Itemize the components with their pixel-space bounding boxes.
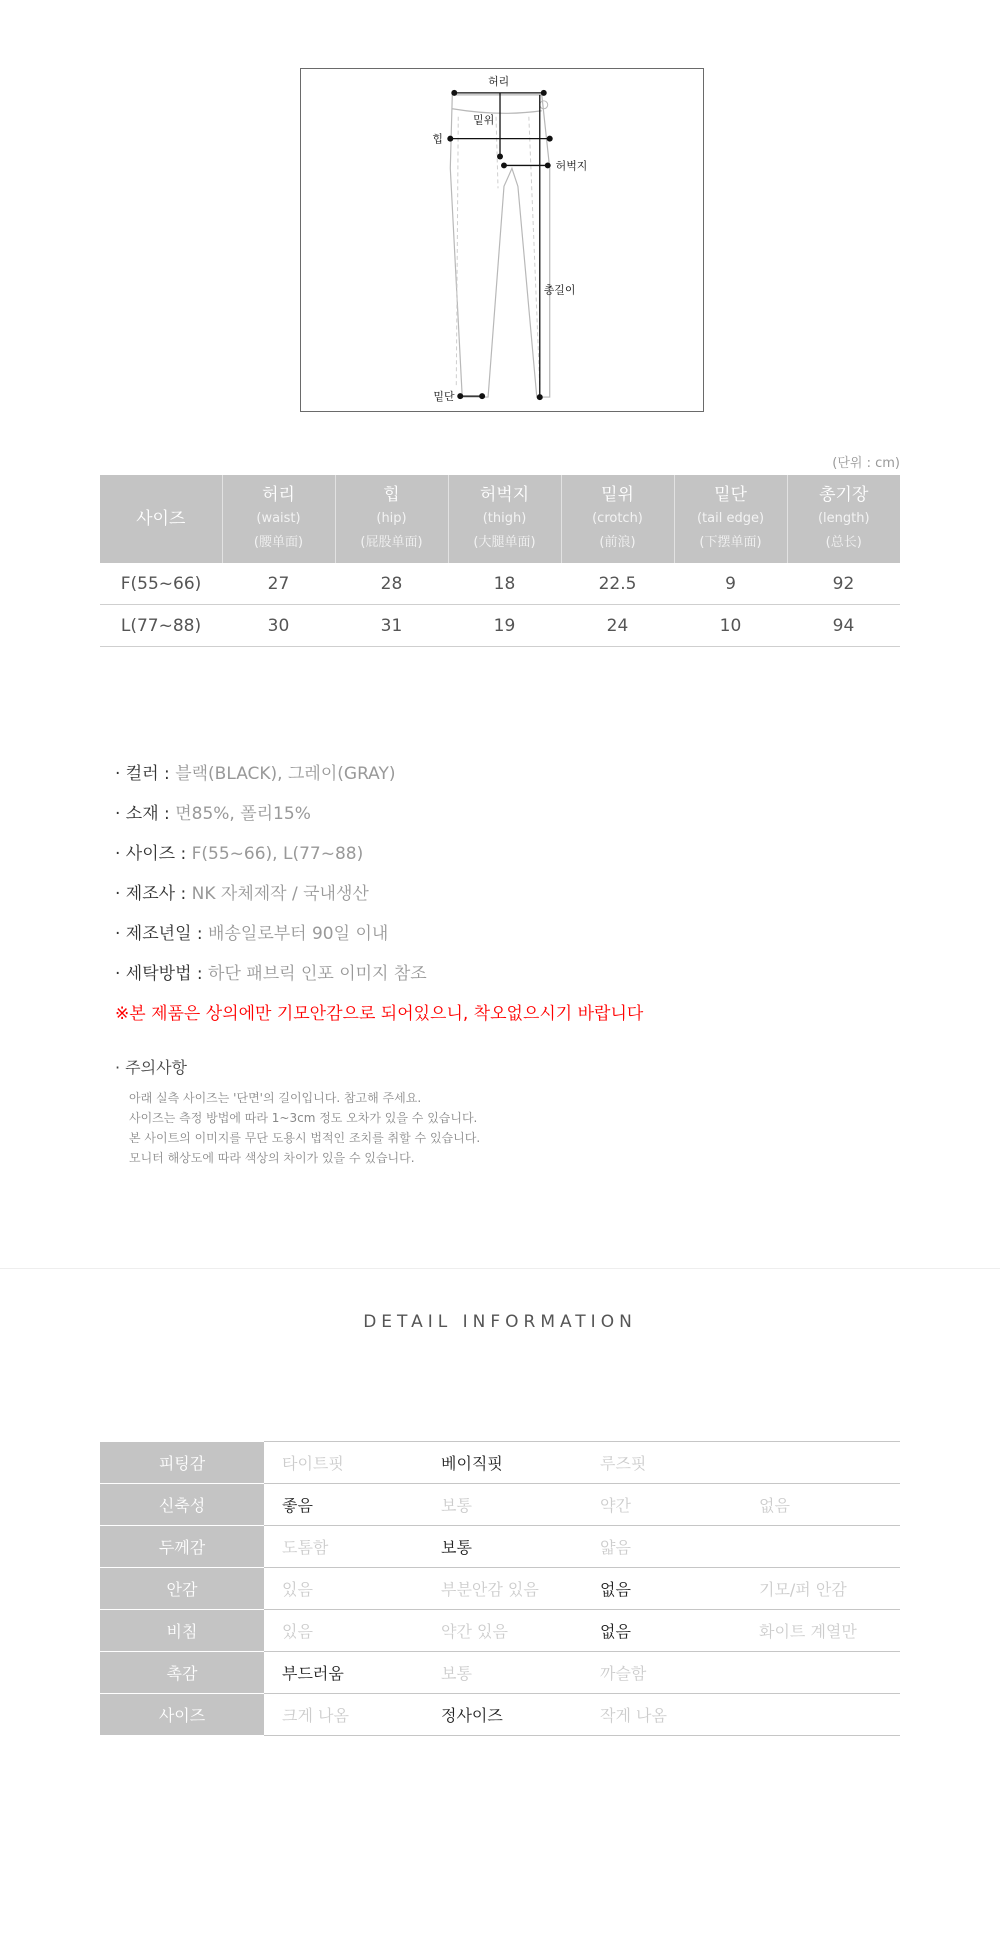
info-material: · 소재 : 면85%, 폴리15% bbox=[115, 804, 311, 824]
detail-option-selected: 정사이즈 bbox=[423, 1694, 582, 1736]
size-diagram bbox=[300, 68, 704, 412]
detail-row-label: 안감 bbox=[100, 1568, 264, 1610]
detail-option: 있음 bbox=[264, 1568, 423, 1610]
detail-option: 약간 bbox=[582, 1484, 741, 1526]
size-table-header-row bbox=[100, 475, 900, 563]
detail-option: 도톰함 bbox=[264, 1526, 423, 1568]
detail-table bbox=[100, 1441, 900, 1736]
caution-line: 사이즈는 측정 방법에 따라 1~3cm 정도 오차가 있을 수 있습니다. bbox=[129, 1111, 478, 1125]
detail-option-selected: 보통 bbox=[423, 1526, 582, 1568]
caution-line: 본 사이트의 이미지를 무단 도용시 법적인 조치를 취할 수 있습니다. bbox=[129, 1131, 481, 1145]
product-info-list bbox=[115, 760, 915, 1040]
caution-line: 아래 실측 사이즈는 '단면'의 길이입니다. 참고해 주세요. bbox=[129, 1091, 422, 1105]
col-header-thigh: 허벅지 (thigh) (大腿单面) bbox=[448, 475, 561, 563]
detail-option bbox=[741, 1526, 900, 1568]
detail-row bbox=[100, 1652, 900, 1694]
table-cell: 92 bbox=[787, 563, 900, 605]
caution-section bbox=[115, 1056, 480, 1168]
table-cell: 28 bbox=[335, 563, 448, 605]
detail-row-label: 비침 bbox=[100, 1610, 264, 1652]
info-wash-method: · 세탁방법 : 하단 패브릭 인포 이미지 참조 bbox=[115, 964, 427, 984]
detail-row bbox=[100, 1526, 900, 1568]
section-divider bbox=[0, 1268, 1000, 1269]
table-row bbox=[100, 563, 900, 605]
detail-option: 있음 bbox=[264, 1610, 423, 1652]
col-header-length: 총기장 (length) (总长) bbox=[787, 475, 900, 563]
detail-row-label: 촉감 bbox=[100, 1652, 264, 1694]
detail-option bbox=[741, 1694, 900, 1736]
table-cell: 10 bbox=[674, 605, 787, 647]
detail-option: 보통 bbox=[423, 1484, 582, 1526]
detail-row-label: 신축성 bbox=[100, 1484, 264, 1526]
label-length: 총길이 bbox=[543, 284, 576, 297]
detail-option: 루즈핏 bbox=[582, 1442, 741, 1484]
detail-option: 기모/퍼 안감 bbox=[741, 1568, 900, 1610]
size-table bbox=[100, 475, 900, 647]
label-hem: 밑단 bbox=[433, 391, 455, 404]
table-cell: 19 bbox=[448, 605, 561, 647]
warning-notice: ※본 제품은 상의에만 기모안감으로 되어있으니, 착오없으시기 바랍니다 bbox=[115, 1004, 644, 1024]
table-cell: 30 bbox=[222, 605, 335, 647]
detail-row-label: 두께감 bbox=[100, 1526, 264, 1568]
detail-row-label: 피팅감 bbox=[100, 1442, 264, 1484]
detail-option: 약간 있음 bbox=[423, 1610, 582, 1652]
table-cell: 9 bbox=[674, 563, 787, 605]
caution-line: 모니터 해상도에 따라 색상의 차이가 있을 수 있습니다. bbox=[129, 1151, 415, 1165]
detail-option-selected: 없음 bbox=[582, 1568, 741, 1610]
col-header-hip: 힙 (hip) (屁股单面) bbox=[335, 475, 448, 563]
table-cell: 24 bbox=[561, 605, 674, 647]
detail-option bbox=[741, 1652, 900, 1694]
label-hip: 힙 bbox=[432, 133, 443, 146]
detail-option: 보통 bbox=[423, 1652, 582, 1694]
label-waist: 허리 bbox=[488, 75, 510, 88]
detail-option-selected: 베이직핏 bbox=[423, 1442, 582, 1484]
col-header-waist: 허리 (waist) (腰单面) bbox=[222, 475, 335, 563]
pants-illustration bbox=[301, 69, 703, 411]
detail-row-label: 사이즈 bbox=[100, 1694, 264, 1736]
detail-option: 부분안감 있음 bbox=[423, 1568, 582, 1610]
table-cell: F(55~66) bbox=[100, 563, 222, 605]
info-color: · 컬러 : 블랙(BLACK), 그레이(GRAY) bbox=[115, 764, 396, 784]
detail-row bbox=[100, 1694, 900, 1736]
detail-title: DETAIL INFORMATION bbox=[363, 1312, 637, 1332]
table-cell: 22.5 bbox=[561, 563, 674, 605]
detail-row bbox=[100, 1484, 900, 1526]
detail-option bbox=[741, 1442, 900, 1484]
info-manufacturer: · 제조사 : NK 자체제작 / 국내생산 bbox=[115, 884, 369, 904]
detail-option: 작게 나옴 bbox=[582, 1694, 741, 1736]
detail-option: 없음 bbox=[741, 1484, 900, 1526]
table-cell: 27 bbox=[222, 563, 335, 605]
col-header-crotch: 밑위 (crotch) (前浪) bbox=[561, 475, 674, 563]
detail-option: 까슬함 bbox=[582, 1652, 741, 1694]
col-header-hem: 밑단 (tail edge) (下摆单面) bbox=[674, 475, 787, 563]
info-size: · 사이즈 : F(55~66), L(77~88) bbox=[115, 844, 364, 864]
info-manufacture-date: · 제조년일 : 배송일로부터 90일 이내 bbox=[115, 924, 389, 944]
label-crotch: 밑위 bbox=[473, 114, 495, 127]
table-cell: L(77~88) bbox=[100, 605, 222, 647]
caution-title: · 주의사항 bbox=[115, 1058, 187, 1077]
table-cell: 18 bbox=[448, 563, 561, 605]
detail-option: 타이트핏 bbox=[264, 1442, 423, 1484]
unit-note: (단위 : cm) bbox=[832, 456, 900, 471]
table-cell: 94 bbox=[787, 605, 900, 647]
detail-option-selected: 좋음 bbox=[264, 1484, 423, 1526]
table-cell: 31 bbox=[335, 605, 448, 647]
detail-option-selected: 부드러움 bbox=[264, 1652, 423, 1694]
detail-row bbox=[100, 1568, 900, 1610]
label-thigh: 허벅지 bbox=[555, 160, 588, 173]
detail-option: 화이트 계열만 bbox=[741, 1610, 900, 1652]
col-header-size: 사이즈 bbox=[100, 475, 222, 563]
detail-option-selected: 없음 bbox=[582, 1610, 741, 1652]
detail-option: 크게 나옴 bbox=[264, 1694, 423, 1736]
detail-row bbox=[100, 1610, 900, 1652]
detail-option: 얇음 bbox=[582, 1526, 741, 1568]
detail-row bbox=[100, 1442, 900, 1484]
table-row bbox=[100, 605, 900, 647]
